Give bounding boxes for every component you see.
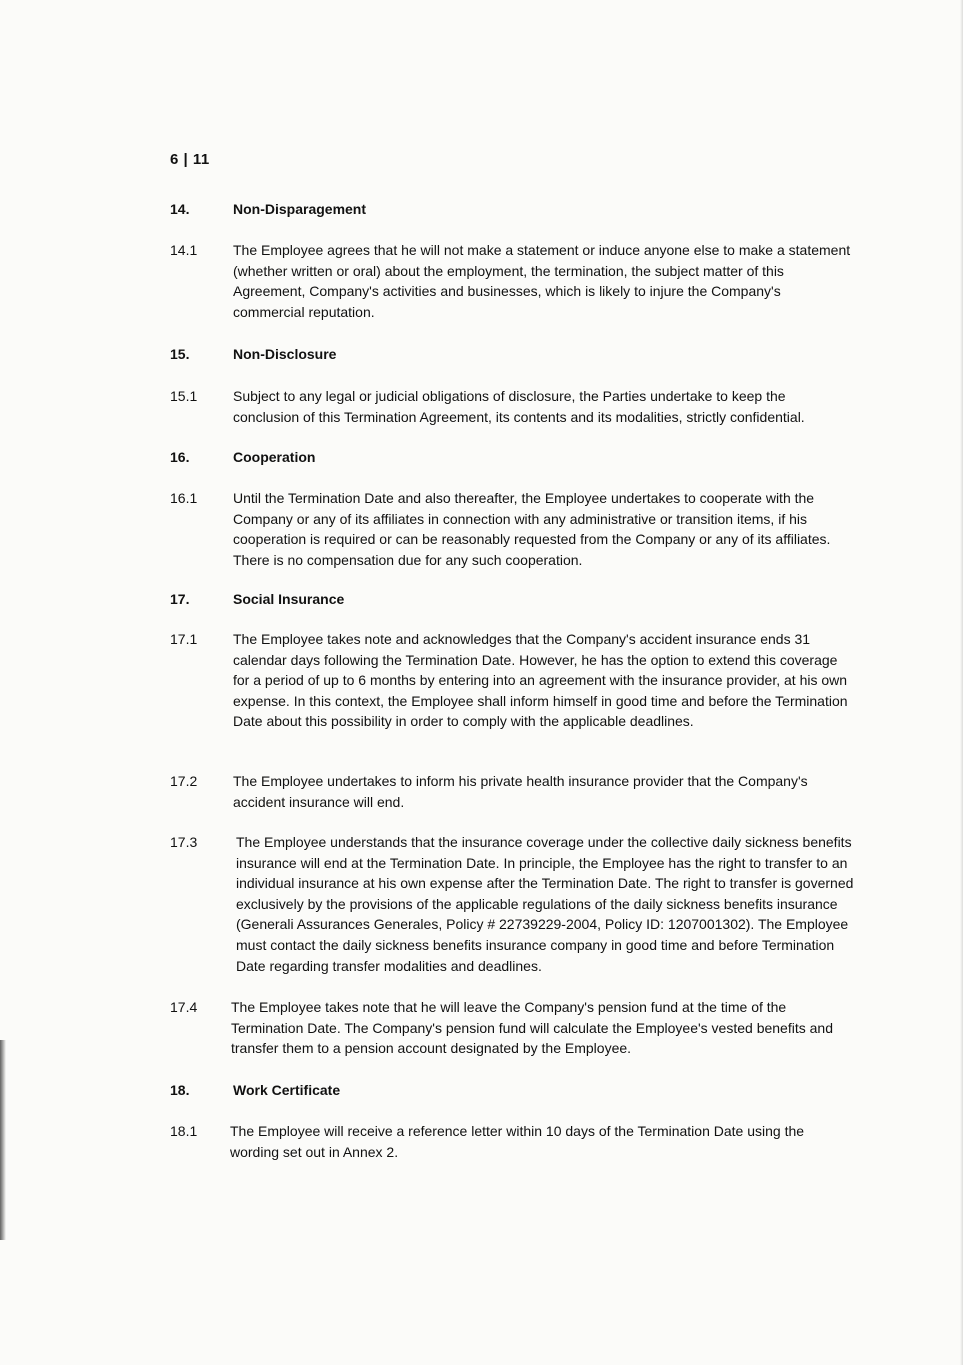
section-number: 16. xyxy=(170,449,190,465)
section-number: 18. xyxy=(170,1082,190,1098)
section-title: Work Certificate xyxy=(233,1082,341,1098)
section-number: 14. xyxy=(170,201,190,217)
section-number: 17. xyxy=(170,591,190,607)
clause-number: 18.1 xyxy=(170,1123,198,1139)
clause-number: 17.4 xyxy=(170,999,198,1015)
section-title: Non-Disparagement xyxy=(233,201,367,217)
clause-text: The Employee agrees that he will not make a statement or induce anyone else to make a statement (whether written or oral) about the employment, the termination, the subject matter of this Agreement, Company's activities and businesses, which is likely to injure the Company's commercial reputation. xyxy=(233,242,851,320)
section-title: Non-Disclosure xyxy=(233,346,337,362)
section-title: Cooperation xyxy=(233,449,316,465)
clause-text: The Employee takes note that he will leave the Company's pension fund at the time of the Termination Date. The Company's pension fund will calculate the Employee's vested benefits and transfer them to a pension account designated by the Employee. xyxy=(231,999,833,1057)
section-number: 15. xyxy=(170,346,190,362)
clause-text: Subject to any legal or judicial obligations of disclosure, the Parties undertake to keep the conclusion of this Termination Agreement, its contents and its modalities, strictly confidential. xyxy=(233,388,805,425)
clause-text: The Employee understands that the insurance coverage under the collective daily sickness benefits insurance will end at the Termination Date. In principle, the Employee has the right to transfer to an individual insurance at his own expense after the Termination Date. The right to transfer is governed exclusively by the provisions of the applicable regulations of the daily sickness benefits insurance (Generali Assurances Generales, Policy # 22739229-2004, Policy ID: 1207001302). The Employee must contact the daily sickness benefits insurance company in good time and before Termination Date regarding transfer modalities and deadlines. xyxy=(236,834,854,974)
clause-number: 17.2 xyxy=(170,773,198,789)
clause-number: 16.1 xyxy=(170,490,198,506)
clause-text: The Employee takes note and acknowledges that the Company's accident insurance ends 31 calendar days following the Termination Date. However, he has the option to extend this coverage for a period of up to 6 months by entering into an agreement with the insurance provider, at his own expense. In this context, the Employee shall inform himself in good time and before the Termination Date about this possibility in order to comply with the applicable deadlines. xyxy=(233,631,848,730)
scan-edge-shadow xyxy=(0,1040,6,1240)
clause-text: Until the Termination Date and also thereafter, the Employee undertakes to cooperate with the Company or any of its affiliates in connection with any administrative or transition items, if his cooperation is required or can be reasonably requested from the Company or any of its affiliates. There is no compensation due for any such cooperation. xyxy=(233,490,831,568)
clause-number: 14.1 xyxy=(170,242,198,258)
clause-number: 15.1 xyxy=(170,388,198,404)
clause-text: The Employee will receive a reference letter within 10 days of the Termination Date using the wording set out in Annex 2. xyxy=(230,1123,805,1160)
section-title: Social Insurance xyxy=(233,591,345,607)
clause-number: 17.1 xyxy=(170,631,198,647)
clause-number: 17.3 xyxy=(170,834,198,850)
page-number: 6 | 11 xyxy=(170,151,210,168)
clause-text: The Employee undertakes to inform his private health insurance provider that the Company's accident insurance will end. xyxy=(233,773,808,810)
